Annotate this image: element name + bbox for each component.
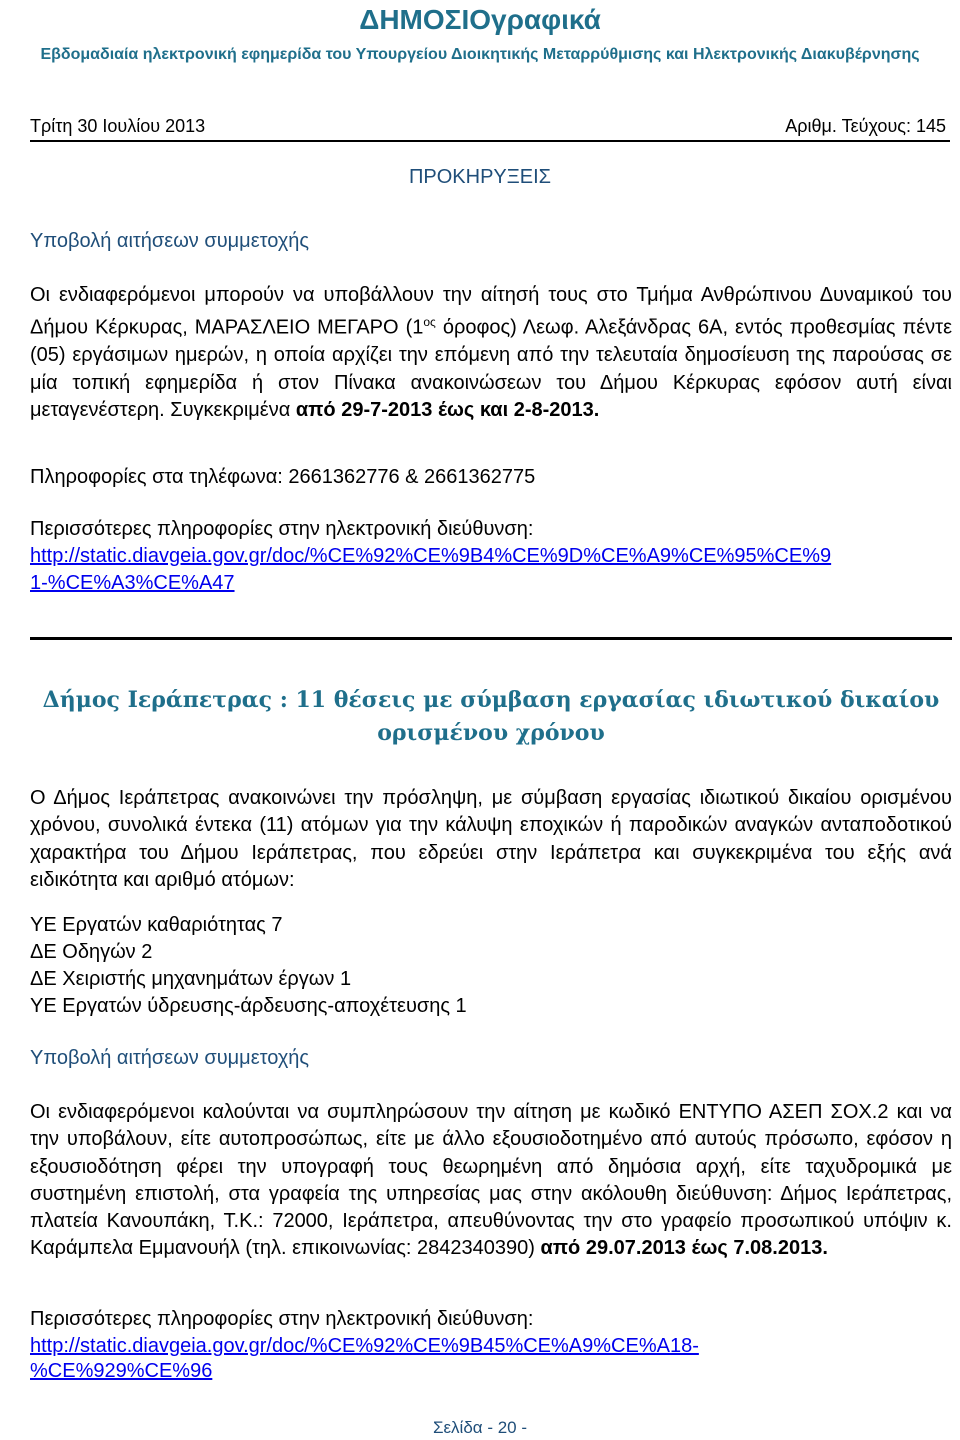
article1-body-part1: Οι ενδιαφερόμενοι μπορούν να υποβάλλουν την αίτησή τους στο Τμήμα Ανθρώπινου Δυναμικού του Δήμου Κέρκυρας, ΜΑΡΑΣΛΕΙΟ ΜΕΓΑΡΟ (1 <box>30 284 952 339</box>
article1-link-line2[interactable]: 1-%CE%A3%CE%A47 <box>30 572 235 594</box>
article2-intro: Ο Δήμος Ιεράπετρας ανακοινώνει την πρόσληψη, με σύμβαση εργασίας ιδιωτικού δικαίου ορισμένου χρόνου, συνολικά έντεκα (11) ατόμων για την κάλυψη εποχικών ή παροδικών αναγκών ανταποδοτικού χαρακτήρα του Δήμου Ιεράπετρας, που εδρεύει στην Ιεράπετρα και συγκεκριμένα του εξής ανά ειδικότητα και αριθμό ατόμων: <box>30 787 952 891</box>
header-divider <box>30 140 950 142</box>
masthead-title: ΔΗΜΟΣΙΟγραφικά <box>359 4 601 35</box>
masthead-subtitle: Εβδομαδιαία ηλεκτρονική εφημερίδα του Υπουργείου Διοικητικής Μεταρρύθμισης και Ηλεκτρονικής Διακυβέρνησης <box>40 46 920 63</box>
position-item: ΔΕ Οδηγών 2 <box>30 941 153 963</box>
article2-title: Δήμος Ιεράπετρας : 11 θέσεις με σύμβαση εργασίας ιδιωτικού δικαίου ορισμένου χρόνου <box>42 687 940 746</box>
article2-more-info: Περισσότερες πληροφορίες στην ηλεκτρονική διεύθυνση: <box>30 1308 534 1330</box>
article1-subhead: Υποβολή αιτήσεων συμμετοχής <box>30 230 310 252</box>
article2-submission <box>30 1099 952 1263</box>
article1-body-part2: όροφος) Λεωφ. Αλεξάνδρας 6Α, εντός προθεσμίας πέντε (05) εργάσιμων ημερών, η οποία αρχίζει την επόμενη από την τελευταία δημοσίευση της παρούσας σε μία τοπική εφημερίδα ή στον Πίνακα ανακοινώσεων του Δήμου Κέρκυρας εφόσον αυτή είναι μεταγενέστερη. Συγκεκριμένα <box>30 316 952 421</box>
article1-more-info: Περισσότερες πληροφορίες στην ηλεκτρονική διεύθυνση: <box>30 518 534 540</box>
article-divider <box>30 637 952 640</box>
position-item: ΥΕ Εργατών ύδρευσης-άρδευσης-αποχέτευσης 1 <box>30 995 467 1017</box>
article2-link-line1[interactable]: http://static.diavgeia.gov.gr/doc/%CE%92%CE%9B45%CE%A9%CE%A18- <box>30 1335 699 1357</box>
article2-submission-text: Οι ενδιαφερόμενοι καλούνται να συμπληρώσουν την αίτηση με κωδικό ΕΝΤΥΠΟ ΑΣΕΠ ΣΟΧ.2 και να την υποβάλουν, είτε αυτοπροσώπως, είτε με άλλο εξουσιοδοτημένο από αυτούς πρόσωπο, εφόσον η εξουσιοδότηση φέρει την υπογραφή τους θεωρημένη από δημόσια αρχή, είτε ταχυδρομικά με συστημένη επιστολή, στα γραφεία της υπηρεσίας μας στην ακόλουθη διεύθυνση: Δήμος Ιεράπετρας, πλατεία Κανουπάκη, Τ.Κ.: 72000, Ιεράπετρα, απευθύνοντας την στο γραφείο προσωπικού υπόψιν κ. Καράμπελα Εμμανουήλ (τηλ. επικοινωνίας: 2842340390) <box>30 1101 952 1260</box>
position-item: ΥΕ Εργατών καθαριότητας 7 <box>30 914 283 936</box>
issue-date: Τρίτη 30 Ιουλίου 2013 <box>30 116 206 136</box>
position-item: ΔΕ Χειριστής μηχανημάτων έργων 1 <box>30 968 352 990</box>
article1-body <box>30 282 952 424</box>
article2-subhead: Υποβολή αιτήσεων συμμετοχής <box>30 1047 310 1069</box>
page-number: Σελίδα - 20 - <box>432 1418 528 1437</box>
article1-superscript: ος <box>423 315 436 330</box>
article2-dates: από 29.07.2013 έως 7.08.2013. <box>540 1237 828 1260</box>
article1-link-line1[interactable]: http://static.diavgeia.gov.gr/doc/%CE%92%CE%9B4%CE%9D%CE%A9%CE%95%CE%9 <box>30 545 832 567</box>
article1-dates: από 29-7-2013 έως και 2-8-2013. <box>295 398 600 421</box>
issue-number: Αριθμ. Τεύχους: 145 <box>785 116 946 136</box>
issue-bar <box>30 110 950 140</box>
article1-phones: Πληροφορίες στα τηλέφωνα: 2661362776 & 2661362775 <box>30 466 536 488</box>
article2-link-line2[interactable]: %CE%929%CE%96 <box>30 1360 213 1382</box>
section-heading: ΠΡΟΚΗΡΥΞΕΙΣ <box>408 166 552 188</box>
